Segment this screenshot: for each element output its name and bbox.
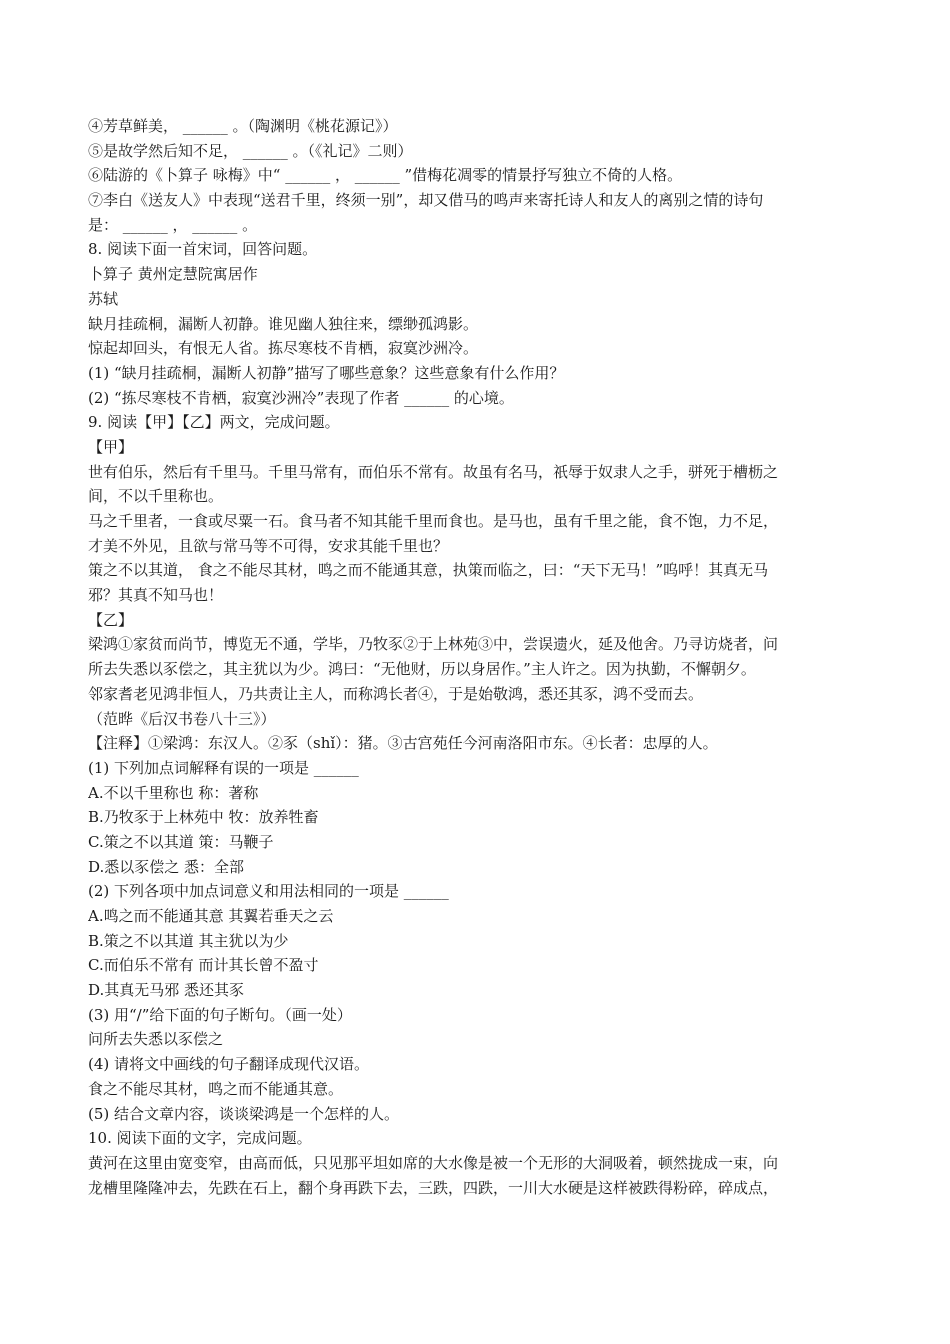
passage-line: 梁鸿①家贫而尚节，博览无不通，学毕，乃牧豕②于上林苑③中，尝误遗火，延及他舍。乃寻访烧者，问 bbox=[88, 635, 779, 654]
annotation-note: 【注释】①梁鸿：东汉人。②豕（shǐ）：猪。③古宫苑任今河南洛阳市东。④长者：忠厚的人。 bbox=[88, 734, 718, 753]
passage-line: 才美不外见，且欲与常马等不可得，安求其能千里也？ bbox=[88, 536, 449, 555]
option-a: A.鸣之而不能通其意 其翼若垂天之云 bbox=[88, 907, 334, 925]
passage-line: 马之千里者，一食或尽粟一石。食马者不知其能千里而食也。是马也，虽有千里之能，食不饱，力不足， bbox=[88, 512, 779, 530]
option-b: B.乃牧豕于上林苑中 牧：放养牲畜 bbox=[88, 808, 319, 827]
sub-question: (1) 下列加点词解释有误的一项是 ______ bbox=[88, 758, 359, 777]
document-page bbox=[88, 114, 868, 1200]
option-c: C.策之不以其道 策：马鞭子 bbox=[88, 832, 274, 851]
text-line: 食之不能尽其材，鸣之而不能通其意。 bbox=[88, 1079, 344, 1098]
option-d: D.悉以豕偿之 悉：全部 bbox=[88, 857, 245, 876]
passage-line: 邻家耆老见鸿非恒人，乃共责让主人，而称鸿长者④，于是始敬鸿，悉还其豕，鸿不受而去。 bbox=[88, 684, 704, 703]
poem-title: 卜算子 黄州定慧院寓居作 bbox=[88, 265, 258, 284]
question-heading: 9. 阅读【甲】【乙】两文，完成问题。 bbox=[88, 413, 340, 432]
text-line: ④芳草鲜美， ______ 。（陶渊明《桃花源记》） bbox=[88, 117, 398, 135]
passage-line: 世有伯乐，然后有千里马。千里马常有，而伯乐不常有。故虽有名马，祇辱于奴隶人之手，骈死于槽枥之 bbox=[88, 462, 779, 481]
text-line: ⑤是故学然后知不足， ______ 。（《礼记》二则） bbox=[88, 141, 413, 160]
passage-line: 所去失悉以豕偿之，其主犹以为少。鸿曰：“无他财，历以身居作。”主人许之。因为执勤，不懈朝夕。 bbox=[88, 660, 756, 679]
passage-line: 龙槽里隆隆冲去，先跌在石上，翻个身再跌下去，三跌，四跌，一川大水硬是这样被跌得粉碎，碎成点， bbox=[88, 1178, 779, 1197]
text-line: 是： ______ ， ______ 。 bbox=[88, 215, 258, 234]
text-line: ⑥陆游的《卜算子 咏梅》中“ ______ ， ______ ”借梅花凋零的情景抒写独立不倚的人格。 bbox=[88, 166, 683, 185]
poem-author: 苏轼 bbox=[88, 289, 119, 308]
text-line: ⑦李白《送友人》中表现“送君千里，终须一别”，却又借马的鸣声来寄托诗人和友人的离别之情的诗句 bbox=[88, 191, 764, 210]
sub-question: (2) “拣尽寒枝不肯栖，寂寞沙洲冷”表现了作者 ______ 的心境。 bbox=[88, 388, 514, 407]
option-a: A.不以千里称也 称：著称 bbox=[88, 783, 259, 802]
passage-line: 黄河在这里由宽变窄，由高而低，只见那平坦如席的大水像是被一个无形的大洞吸着，顿然拢成一束，向 bbox=[88, 1153, 779, 1172]
passage-line: 间，不以千里称也。 bbox=[88, 487, 224, 506]
passage-label: 【乙】 bbox=[88, 610, 134, 629]
option-c: C.而伯乐不常有 而计其长曾不盈寸 bbox=[88, 956, 319, 975]
passage-line: 邪？其真不知马也！ bbox=[88, 586, 224, 605]
text-line: 问所去失悉以豕偿之 bbox=[88, 1030, 224, 1049]
sub-question: (1) “缺月挂疏桐，漏断人初静”描写了哪些意象？这些意象有什么作用？ bbox=[88, 363, 565, 382]
passage-line: 策之不以其道， 食之不能尽其材，鸣之而不能通其意，执策而临之，曰：“天下无马！”呜呼！其真无马 bbox=[88, 561, 769, 580]
option-d: D.其真无马邪 悉还其豕 bbox=[88, 981, 245, 1000]
passage-label: 【甲】 bbox=[88, 437, 134, 456]
sub-question: (5) 结合文章内容，谈谈梁鸿是一个怎样的人。 bbox=[88, 1104, 400, 1123]
sub-question: (2) 下列各项中加点词意义和用法相同的一项是 ______ bbox=[88, 882, 449, 901]
question-heading: 10. 阅读下面的文字，完成问题。 bbox=[88, 1129, 312, 1148]
question-heading: 8. 阅读下面一首宋词，回答问题。 bbox=[88, 240, 318, 259]
poem-line: 缺月挂疏桐，漏断人初静。谁见幽人独往来，缥缈孤鸿影。 bbox=[88, 314, 479, 333]
source-citation: （范晔《后汉书卷八十三》） bbox=[88, 709, 276, 728]
option-b: B.策之不以其道 其主犹以为少 bbox=[88, 931, 289, 950]
sub-question: (4) 请将文中画线的句子翻译成现代汉语。 bbox=[88, 1055, 370, 1074]
sub-question: (3) 用“/”给下面的句子断句。（画一处） bbox=[88, 1005, 352, 1024]
poem-line: 惊起却回头，有恨无人省。拣尽寒枝不肯栖，寂寞沙洲冷。 bbox=[88, 339, 479, 358]
